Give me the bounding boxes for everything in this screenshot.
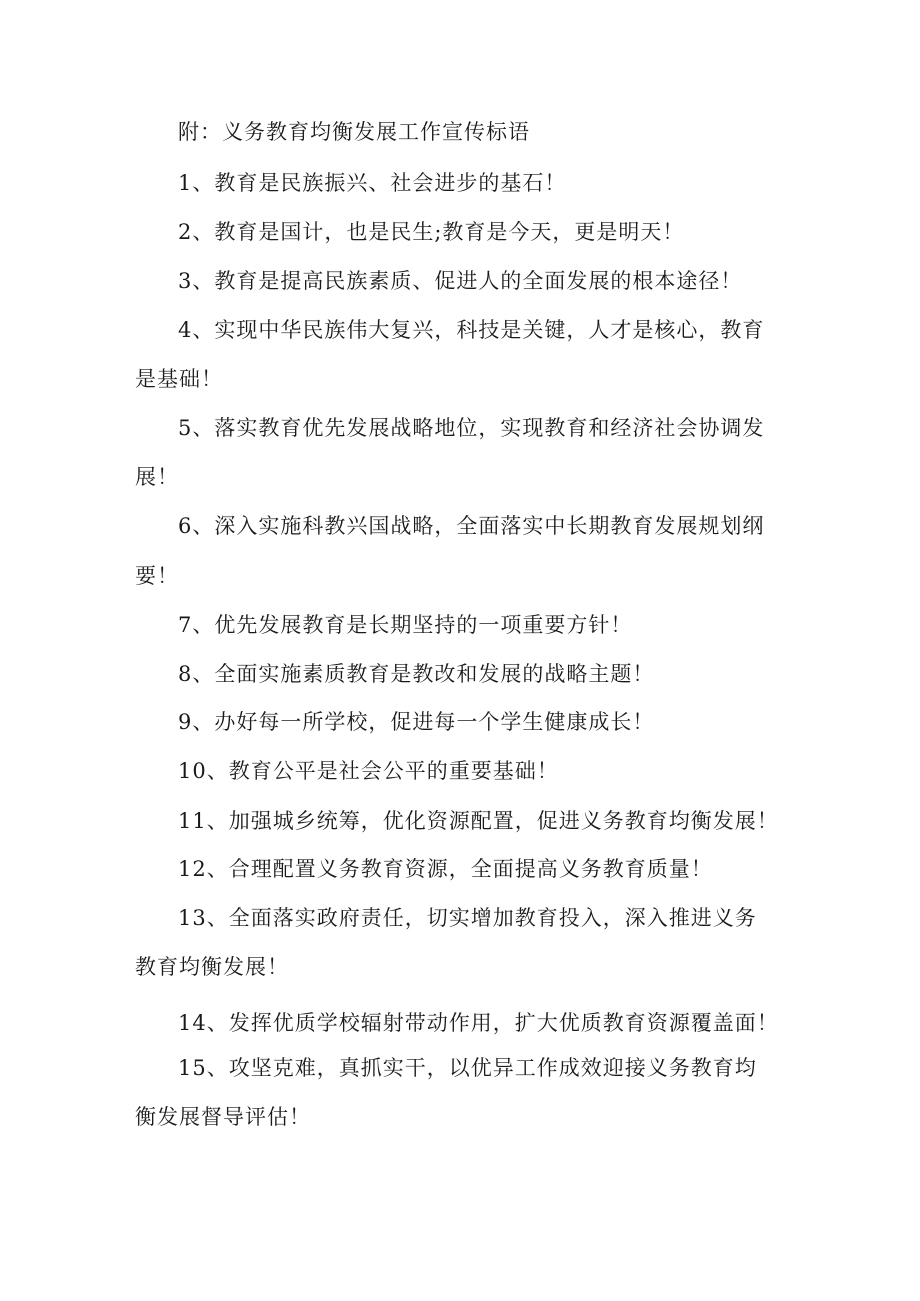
page-title: 附：义务教育均衡发展工作宣传标语 — [178, 120, 530, 144]
slogan-6-line-2: 要！ — [135, 564, 179, 588]
slogan-12: 12、合理配置义务教育资源，全面提高义务教育质量！ — [178, 857, 713, 881]
slogan-13-line-1: 13、全面落实政府责任，切实增加教育投入，深入推进义务 — [178, 906, 757, 930]
slogan-10: 10、教育公平是社会公平的重要基础！ — [178, 759, 559, 783]
slogan-8: 8、全面实施素质教育是教改和发展的战略主题！ — [178, 662, 655, 686]
slogan-15-line-2: 衡发展督导评估！ — [135, 1105, 311, 1129]
slogan-4-line-1: 4、实现中华民族伟大复兴，科技是关键，人才是核心，教育 — [178, 318, 765, 342]
slogan-3: 3、教育是提高民族素质、促进人的全面发展的根本途径！ — [178, 269, 743, 293]
slogan-1: 1、教育是民族振兴、社会进步的基石！ — [178, 171, 567, 195]
slogan-6-line-1: 6、深入实施科教兴国战略，全面落实中长期教育发展规划纲 — [178, 514, 765, 538]
slogan-5-line-2: 展！ — [135, 465, 179, 489]
slogan-4-line-2: 是基础！ — [135, 367, 223, 391]
slogan-7: 7、优先发展教育是长期坚持的一项重要方针！ — [178, 613, 633, 637]
slogan-13-line-2: 教育均衡发展！ — [135, 955, 289, 979]
slogan-9: 9、办好每一所学校，促进每一个学生健康成长！ — [178, 710, 655, 734]
slogan-11: 11、加强城乡统筹，优化资源配置，促进义务教育均衡发展！ — [178, 809, 779, 833]
slogan-15-line-1: 15、攻坚克难，真抓实干，以优异工作成效迎接义务教育均 — [178, 1056, 757, 1080]
slogan-5-line-1: 5、落实教育优先发展战略地位，实现教育和经济社会协调发 — [178, 416, 765, 440]
slogan-14: 14、发挥优质学校辐射带动作用，扩大优质教育资源覆盖面！ — [178, 1011, 779, 1035]
slogan-2: 2、教育是国计，也是民生;教育是今天，更是明天！ — [178, 220, 685, 244]
